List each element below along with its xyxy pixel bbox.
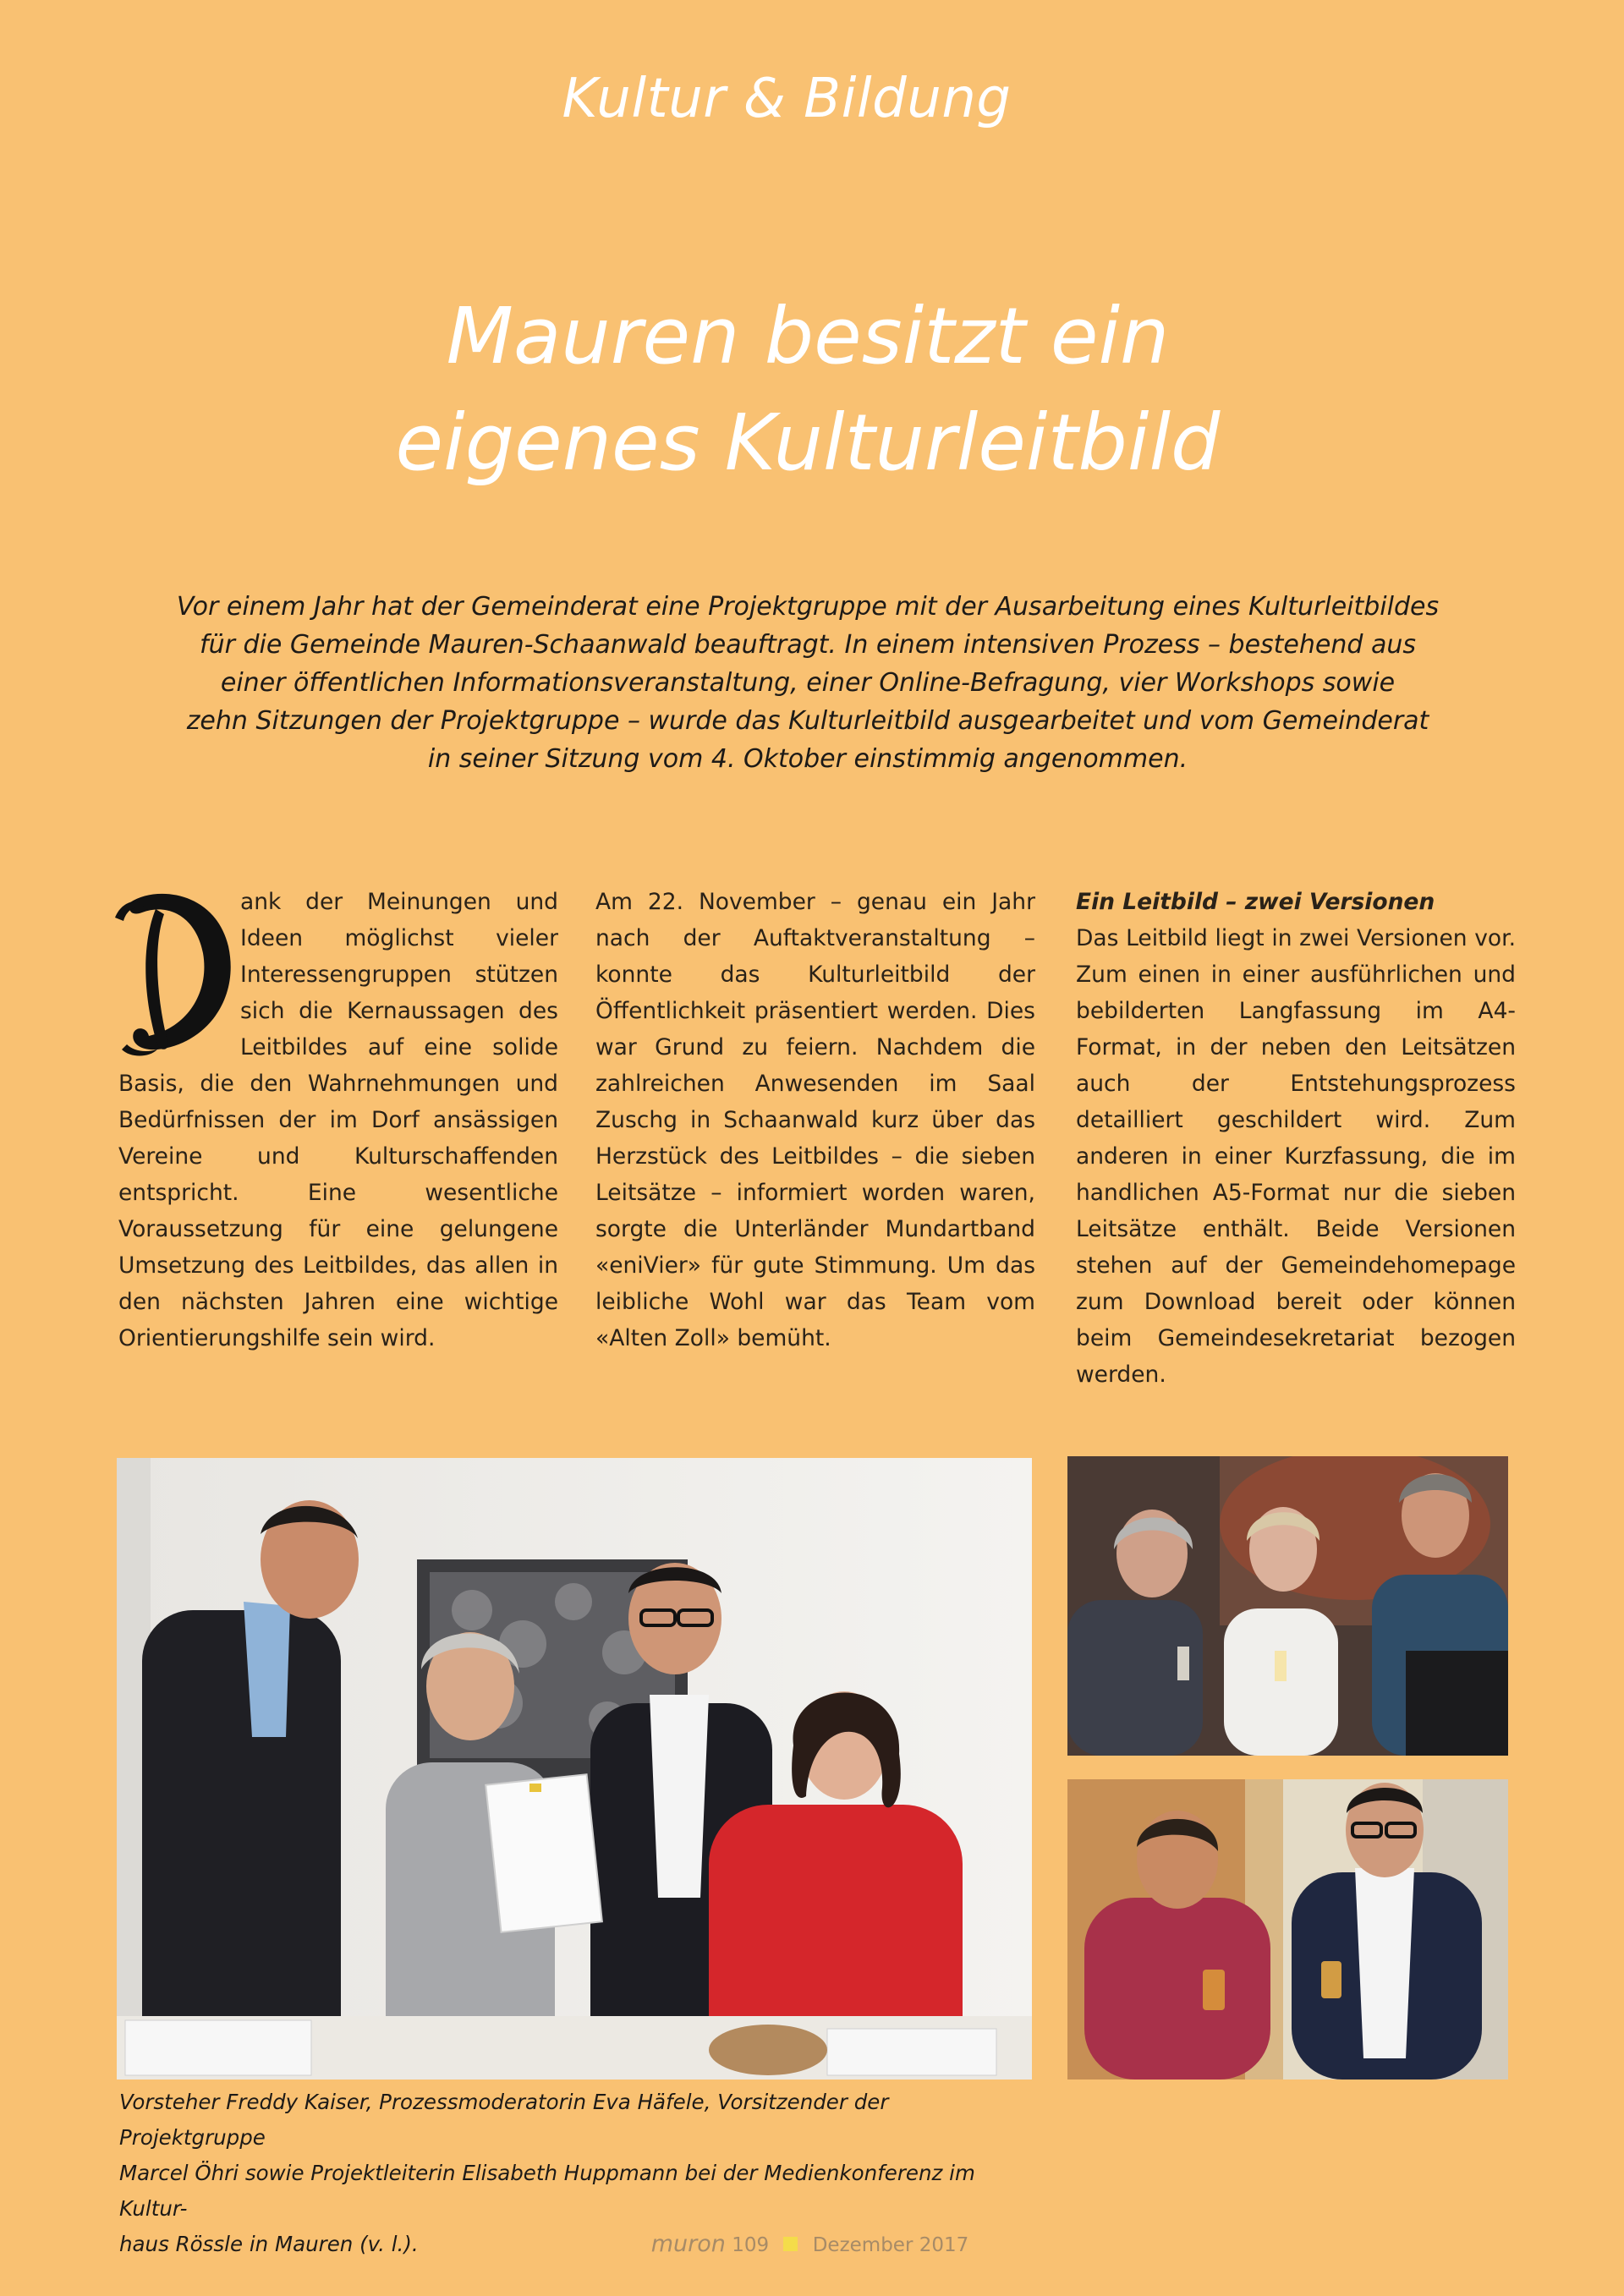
body-column-3 <box>1076 884 1516 1393</box>
body-column-1 <box>118 884 558 1356</box>
photo-press-conference <box>117 1458 1032 2080</box>
photo-guests-toast <box>1067 1456 1508 1756</box>
drop-cap <box>105 884 233 1061</box>
footer-square-icon <box>783 2237 798 2251</box>
caption-line: Marcel Öhri sowie Projektleiterin Elisabeth Huppmann bei der Medienkonferenz im Kultur- <box>119 2161 975 2221</box>
body-paragraph: Am 22. November – genau ein Jahr nach der Auftaktveranstaltung – konnte das Kulturleitbild der Öffentlichkeit präsentiert werden. Dies war Grund zu feiern. Nachdem die zahlreichen Anwesenden im Saal Zuschg in Schaanwald kurz über das Herzstück des Leitbildes – die sieben Leitsätze – informiert worden waren, sorgte die Unterländer Mundartband «eniVier» für gute Stimmung. Um das leibliche Wohl war das Team vom «Alten Zoll» bemüht. <box>595 889 1035 1351</box>
caption-line: haus Rössle in Mauren (v. l.). <box>119 2232 419 2256</box>
lead-line: zehn Sitzungen der Projektgruppe – wurde das Kulturleitbild ausgearbeitet und vom Gemeinderat <box>186 706 1429 736</box>
photo-two-men <box>1067 1779 1508 2080</box>
lead-line: für die Gemeinde Mauren-Schaanwald beauftragt. In einem intensiven Prozess – bestehend aus <box>200 630 1416 660</box>
footer-issue: 109 <box>732 2234 770 2256</box>
footer-date: Dezember 2017 <box>812 2234 969 2256</box>
lead-line: in seiner Sitzung vom 4. Oktober einstimmig angenommen. <box>427 744 1188 774</box>
section-label: Kultur & Bildung <box>562 68 1012 130</box>
subheading: Ein Leitbild – zwei Versionen <box>1076 889 1435 915</box>
lead-line: Vor einem Jahr hat der Gemeinderat eine Projektgruppe mit der Ausarbeitung eines Kulturleitbildes <box>176 592 1440 622</box>
headline-line-1: Mauren besitzt ein <box>446 291 1170 381</box>
footer-brand: muron <box>650 2231 726 2257</box>
caption-line: Vorsteher Freddy Kaiser, Prozessmoderatorin Eva Häfele, Vorsitzender der Projektgruppe <box>119 2090 889 2150</box>
body-paragraph: Das Leitbild liegt in zwei Versionen vor. Zum einen in einer ausführlichen und bebilderten Langfassung im A4-Format, in der neben den Leitsätzen auch der Entstehungsprozess detailliert geschildert wird. Zum anderen in einer Kurzfassung, die im handlichen A5-Format nur die sieben Leitsätze enthält. Beide Versionen stehen auf der Gemeindehomepage zum Download bereit oder können beim Gemeindesekretariat bezogen werden. <box>1076 925 1516 1388</box>
lead-line: einer öffentlichen Informationsveranstaltung, einer Online-Befragung, vier Workshops sowie <box>220 668 1396 698</box>
article-headline <box>0 283 1616 496</box>
page-footer <box>0 2231 1620 2257</box>
headline-line-2: eigenes Kulturleitbild <box>395 397 1221 488</box>
body-paragraph: ank der Meinungen und Ideen möglichst vieler Interessengruppen stützen sich die Kernaussagen des Leitbildes auf eine solide Basis, die den Wahrnehmungen und Bedürfnissen der im Dorf ansässigen Vereine und Kulturschaffenden entspricht. Eine wesentliche Voraussetzung für eine gelungene Umsetzung des Leitbildes, das allen in den nächsten Jahren eine wichtige Orientierungshilfe sein wird. <box>118 889 558 1351</box>
lead-paragraph <box>127 588 1489 778</box>
body-column-2 <box>595 884 1035 1356</box>
